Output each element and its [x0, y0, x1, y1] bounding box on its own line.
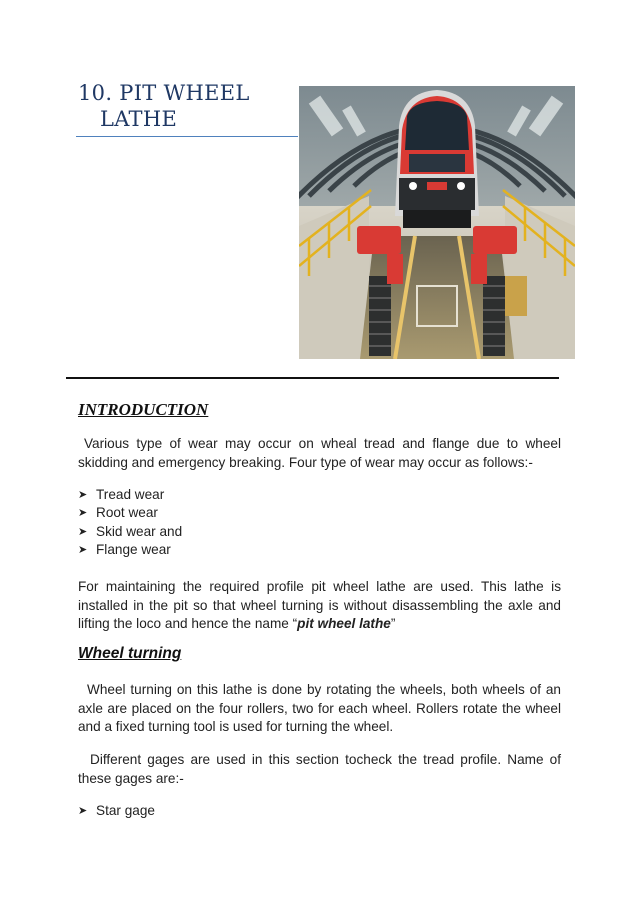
wheel-turning-paragraph: Wheel turning on this lathe is done by rotating the wheels, both wheels of an axle are placed on the four rollers, two for each wheel. Rollers rotate the wheel and a fixed turning tool is used for turning the wheel. [78, 682, 561, 734]
maintenance-paragraph: For maintaining the required profile pit wheel lathe are used. This lathe is installed in the pit so that wheel turning is without disassembling the axle and lifting the loco and hence the name “pit wheel lathe” [78, 579, 561, 631]
introduction-paragraph: Various type of wear may occur on wheal tread and flange due to wheel skidding and emergency breaking. Four type of wear may occur as follows:- [78, 436, 561, 470]
title-underline [76, 136, 298, 137]
pit-wheel-lathe-term: pit wheel lathe [297, 616, 391, 631]
gages-paragraph: Different gages are used in this section tocheck the tread profile. Name of these gages are:- [78, 752, 561, 786]
wear-types-list [78, 486, 182, 560]
arrowhead-bullet-icon: ➤ [78, 805, 88, 817]
section-divider [66, 377, 559, 379]
wheel-turning-heading: Wheel turning [78, 645, 182, 662]
arrowhead-bullet-icon: ➤ [78, 489, 88, 501]
list-item: ➤ Skid wear and [78, 523, 182, 541]
introduction-heading: INTRODUCTION [78, 400, 209, 419]
pit-wheel-lathe-photo [299, 86, 575, 359]
list-item: ➤ Flange wear [78, 541, 182, 559]
arrowhead-bullet-icon: ➤ [78, 507, 88, 520]
list-item: ➤ Star gage [78, 802, 155, 820]
list-item: ➤ Tread wear [78, 486, 182, 504]
page-title-line-2: LATHE [100, 107, 178, 131]
page-title-line-1: 10. PIT WHEEL [78, 81, 250, 105]
list-item: ➤ Root wear [78, 504, 182, 522]
page-title [78, 80, 298, 132]
arrowhead-bullet-icon: ➤ [78, 544, 88, 557]
arrowhead-bullet-icon: ➤ [78, 525, 88, 538]
gages-list [78, 802, 155, 820]
